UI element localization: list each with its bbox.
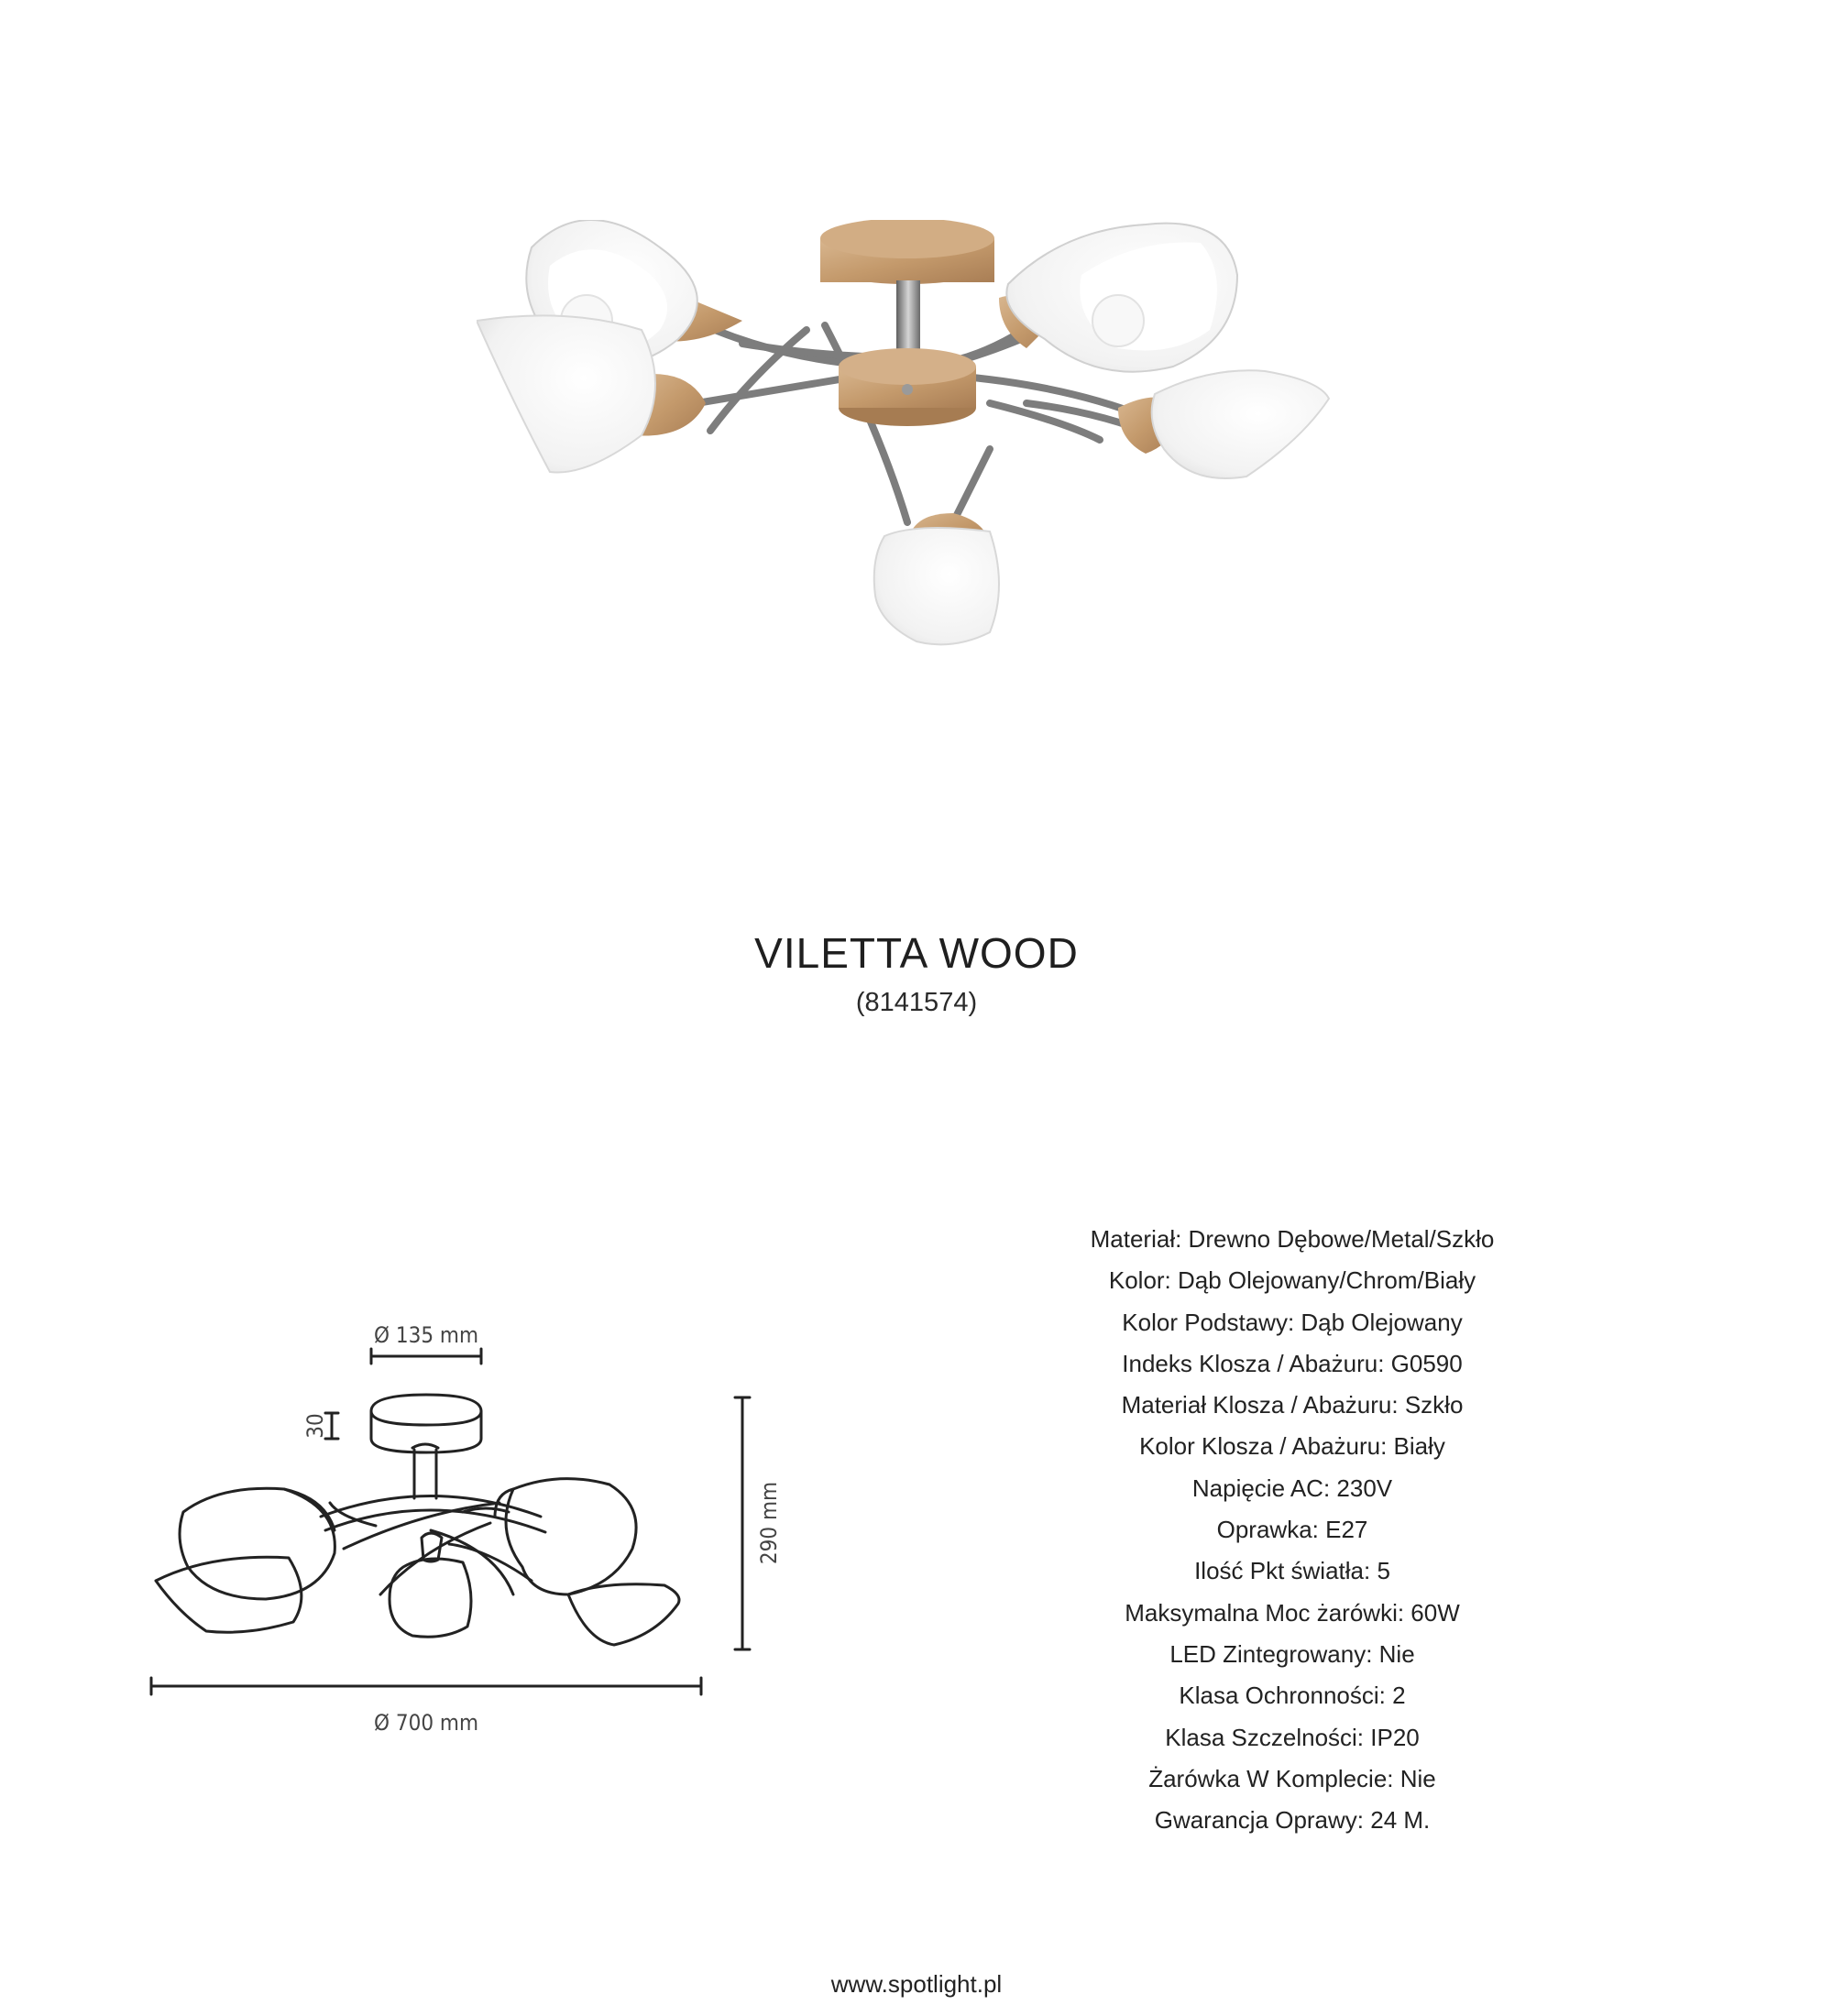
spec-item: Klasa Ochronności: 2 — [1179, 1682, 1406, 1710]
ceiling-canopy — [820, 220, 994, 284]
product-title: VILETTA WOOD — [754, 929, 1079, 977]
spec-item: Klasa Szczelności: IP20 — [1165, 1723, 1420, 1751]
center-hub — [839, 348, 976, 426]
spec-item: Napięcie AC: 230V — [1191, 1474, 1393, 1502]
title-block — [0, 926, 1833, 1021]
lamp-outline — [156, 1395, 679, 1645]
lamp-shade-top-right — [999, 224, 1237, 372]
spec-item: Oprawka: E27 — [1216, 1516, 1368, 1544]
total-height-dimension-line — [735, 1397, 750, 1649]
base-diameter-label: Ø 135 mm — [374, 1322, 478, 1348]
spec-item: Indeks Klosza / Abażuru: G0590 — [1122, 1349, 1463, 1377]
total-diameter-dimension-line — [151, 1678, 701, 1694]
total-diameter-label: Ø 700 mm — [374, 1710, 478, 1736]
spec-item: Kolor: Dąb Olejowany/Chrom/Biały — [1108, 1266, 1476, 1295]
spec-item: Materiał Klosza / Abażuru: Szkło — [1121, 1391, 1464, 1419]
center-stem — [896, 280, 920, 354]
spec-item: Gwarancja Oprawy: 24 M. — [1154, 1806, 1431, 1835]
product-photo — [477, 220, 1366, 696]
lamp-shade-right — [1118, 370, 1329, 478]
spec-item: Maksymalna Moc żarówki: 60W — [1125, 1598, 1460, 1627]
product-code: (8141574) — [855, 988, 978, 1017]
spec-item: Ilość Pkt światła: 5 — [1194, 1557, 1390, 1585]
spec-item: Kolor Klosza / Abażuru: Biały — [1139, 1432, 1445, 1461]
spec-item: Kolor Podstawy: Dąb Olejowany — [1122, 1308, 1463, 1336]
base-diameter-dimension-line — [371, 1349, 481, 1364]
technical-drawing — [128, 1292, 807, 1750]
spec-item: Materiał: Drewno Dębowe/Metal/Szkło — [1090, 1225, 1495, 1253]
total-height-label: 290 mm — [756, 1481, 782, 1565]
spec-item: Żarówka W Komplecie: Nie — [1148, 1764, 1436, 1792]
spec-item: LED Zintegrowany: Nie — [1169, 1639, 1415, 1668]
website-url: www.spotlight.pl — [830, 1970, 1003, 1998]
spec-list — [1008, 1219, 1576, 1841]
lamp-shade-bottom — [874, 513, 999, 644]
base-height-label: 30 — [302, 1413, 328, 1439]
